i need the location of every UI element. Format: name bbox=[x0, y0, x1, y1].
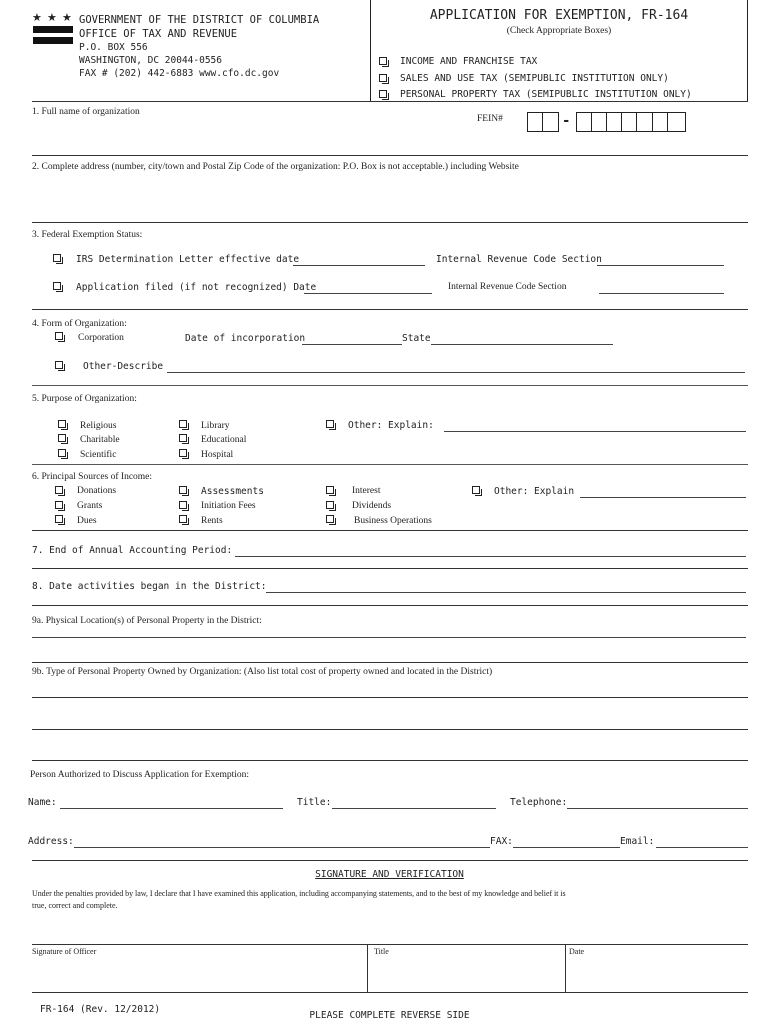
income-option-label: Donations bbox=[77, 486, 117, 496]
income-option-label: Dues bbox=[77, 516, 97, 526]
contact-email-label: Email: bbox=[620, 836, 655, 847]
physical-location-field[interactable] bbox=[32, 637, 746, 638]
interest-checkbox[interactable] bbox=[326, 486, 334, 494]
section1-label: 1. Full name of organization bbox=[32, 107, 140, 117]
rents-checkbox[interactable] bbox=[179, 515, 187, 523]
income-option-label: Interest bbox=[352, 486, 381, 496]
income-option-label: Grants bbox=[77, 501, 103, 511]
fax-website: FAX # (202) 442-6883 www.cfo.dc.gov bbox=[79, 68, 280, 79]
irc-section-label: Internal Revenue Code Section bbox=[436, 254, 602, 265]
purpose-other-label: Other: Explain: bbox=[348, 420, 434, 431]
other-describe-label: Other-Describe bbox=[83, 361, 164, 372]
irs-letter-date-field[interactable] bbox=[293, 265, 425, 266]
section9a-label: 9a. Physical Location(s) of Personal Property in the District: bbox=[32, 616, 262, 626]
irc-section2-field[interactable] bbox=[599, 293, 724, 294]
other-describe-checkbox[interactable] bbox=[55, 361, 63, 369]
declaration-line1: Under the penalties provided by law, I declare that I have examined this application, including accompanying statements, and to the best of my knowledge and belief it is bbox=[32, 889, 566, 898]
corporation-checkbox[interactable] bbox=[55, 332, 63, 340]
fein-prefix-boxes[interactable] bbox=[527, 112, 559, 132]
educational-checkbox[interactable] bbox=[179, 434, 187, 442]
hospital-checkbox[interactable] bbox=[179, 449, 187, 457]
contact-fax-field[interactable] bbox=[513, 847, 620, 848]
purpose-option-label: Hospital bbox=[201, 450, 234, 460]
section3-label: 3. Federal Exemption Status: bbox=[32, 230, 143, 240]
purpose-option-label: Educational bbox=[201, 435, 247, 445]
date-incorporation-field[interactable] bbox=[302, 344, 402, 345]
personal-property-checkbox[interactable] bbox=[379, 90, 387, 98]
section5-label: 5. Purpose of Organization: bbox=[32, 394, 137, 404]
charitable-checkbox[interactable] bbox=[58, 434, 66, 442]
state-label: State bbox=[402, 333, 431, 344]
section2-label: 2. Complete address (number, city/town and Postal Zip Code of the organization: P.O. Box is not acceptable.) including Website bbox=[32, 162, 519, 172]
signature-heading: SIGNATURE AND VERIFICATION bbox=[315, 869, 464, 880]
star-icon: ★ bbox=[62, 11, 72, 24]
signature-title-field[interactable] bbox=[370, 958, 562, 990]
income-option-label: Business Operations bbox=[354, 516, 432, 526]
city-address: WASHINGTON, DC 20044-0556 bbox=[79, 55, 222, 66]
assessments-checkbox[interactable] bbox=[179, 486, 187, 494]
state-field[interactable] bbox=[431, 344, 613, 345]
sales-use-checkbox[interactable] bbox=[379, 74, 387, 82]
purpose-option-label: Charitable bbox=[80, 435, 120, 445]
contact-title-label: Title: bbox=[297, 797, 332, 808]
section8-label: 8. Date activities began in the District: bbox=[32, 581, 267, 592]
donations-checkbox[interactable] bbox=[55, 486, 63, 494]
income-other-checkbox[interactable] bbox=[472, 486, 480, 494]
initiation-fees-checkbox[interactable] bbox=[179, 501, 187, 509]
library-checkbox[interactable] bbox=[179, 420, 187, 428]
tax-option-label: INCOME AND FRANCHISE TAX bbox=[400, 56, 538, 67]
irs-letter-checkbox[interactable] bbox=[53, 254, 61, 262]
grants-checkbox[interactable] bbox=[55, 501, 63, 509]
income-option-label: Rents bbox=[201, 516, 223, 526]
tax-option-label: PERSONAL PROPERTY TAX (SEMIPUBLIC INSTITUTION ONLY) bbox=[400, 89, 692, 100]
declaration-line2: true, correct and complete. bbox=[32, 901, 118, 910]
application-filed-checkbox[interactable] bbox=[53, 282, 61, 290]
signature-date-label: Date bbox=[569, 947, 585, 956]
purpose-option-label: Religious bbox=[80, 421, 117, 431]
accounting-period-field[interactable] bbox=[235, 556, 746, 557]
application-filed-date-field[interactable] bbox=[304, 293, 432, 294]
section4-label: 4. Form of Organization: bbox=[32, 319, 127, 329]
contact-email-field[interactable] bbox=[656, 847, 748, 848]
dividends-checkbox[interactable] bbox=[326, 501, 334, 509]
activities-began-field[interactable] bbox=[266, 592, 746, 593]
dues-checkbox[interactable] bbox=[55, 515, 63, 523]
form-revision: FR-164 (Rev. 12/2012) bbox=[40, 1004, 161, 1015]
irc-section-field[interactable] bbox=[597, 265, 724, 266]
section7-label: 7. End of Annual Accounting Period: bbox=[32, 545, 233, 556]
signature-officer-field[interactable] bbox=[34, 958, 364, 990]
flag-bar bbox=[33, 37, 73, 44]
contact-name-field[interactable] bbox=[60, 808, 283, 809]
signature-date-field[interactable] bbox=[568, 958, 746, 990]
contact-telephone-field[interactable] bbox=[567, 808, 748, 809]
contact-name-label: Name: bbox=[28, 797, 57, 808]
star-icon: ★ bbox=[32, 11, 42, 24]
fein-suffix-boxes[interactable] bbox=[576, 112, 686, 132]
agency-line2: OFFICE OF TAX AND REVENUE bbox=[79, 28, 238, 40]
fein-label: FEIN# bbox=[477, 114, 503, 124]
income-option-label: Initiation Fees bbox=[201, 501, 256, 511]
religious-checkbox[interactable] bbox=[58, 420, 66, 428]
purpose-option-label: Scientific bbox=[80, 450, 117, 460]
check-note: (Check Appropriate Boxes) bbox=[506, 26, 612, 36]
tax-option-label: SALES AND USE TAX (SEMIPUBLIC INSTITUTION ONLY) bbox=[400, 73, 669, 84]
section6-label: 6. Principal Sources of Income: bbox=[32, 472, 153, 482]
contact-address-field[interactable] bbox=[74, 847, 490, 848]
reverse-side-note: PLEASE COMPLETE REVERSE SIDE bbox=[309, 1010, 470, 1021]
purpose-other-checkbox[interactable] bbox=[326, 420, 334, 428]
business-operations-checkbox[interactable] bbox=[326, 515, 334, 523]
agency-line1: GOVERNMENT OF THE DISTRICT OF COLUMBIA bbox=[79, 14, 320, 26]
scientific-checkbox[interactable] bbox=[58, 449, 66, 457]
purpose-other-field[interactable] bbox=[444, 431, 746, 432]
income-other-label: Other: Explain bbox=[494, 486, 575, 497]
application-filed-label: Application filed (if not recognized) Date bbox=[76, 282, 317, 293]
contact-title-field[interactable] bbox=[332, 808, 496, 809]
contact-address-label: Address: bbox=[28, 836, 74, 847]
irs-letter-label: IRS Determination Letter effective date bbox=[76, 254, 300, 265]
income-other-field[interactable] bbox=[580, 497, 746, 498]
contact-fax-label: FAX: bbox=[490, 836, 513, 847]
other-describe-field[interactable] bbox=[167, 372, 745, 373]
star-icon: ★ bbox=[47, 11, 57, 24]
contact-label: Person Authorized to Discuss Application for Exemption: bbox=[30, 770, 250, 780]
po-box: P.O. BOX 556 bbox=[79, 42, 148, 53]
income-option-label: Dividends bbox=[352, 501, 392, 511]
form-title: APPLICATION FOR EXEMPTION, FR-164 bbox=[429, 8, 689, 23]
contact-telephone-label: Telephone: bbox=[510, 797, 568, 808]
purpose-option-label: Library bbox=[201, 421, 230, 431]
signature-officer-label: Signature of Officer bbox=[32, 947, 97, 956]
corporation-label: Corporation bbox=[78, 333, 124, 343]
flag-bar bbox=[33, 26, 73, 33]
income-option-label: Assessments bbox=[201, 486, 264, 497]
income-franchise-checkbox[interactable] bbox=[379, 57, 387, 65]
signature-title-label: Title bbox=[374, 947, 389, 956]
fein-dash: - bbox=[562, 113, 571, 129]
date-incorporation-label: Date of incorporation bbox=[185, 333, 306, 344]
irc-section2-label: Internal Revenue Code Section bbox=[448, 282, 567, 292]
section9b-label: 9b. Type of Personal Property Owned by Organization: (Also list total cost of property owned and located in the District) bbox=[32, 667, 493, 677]
